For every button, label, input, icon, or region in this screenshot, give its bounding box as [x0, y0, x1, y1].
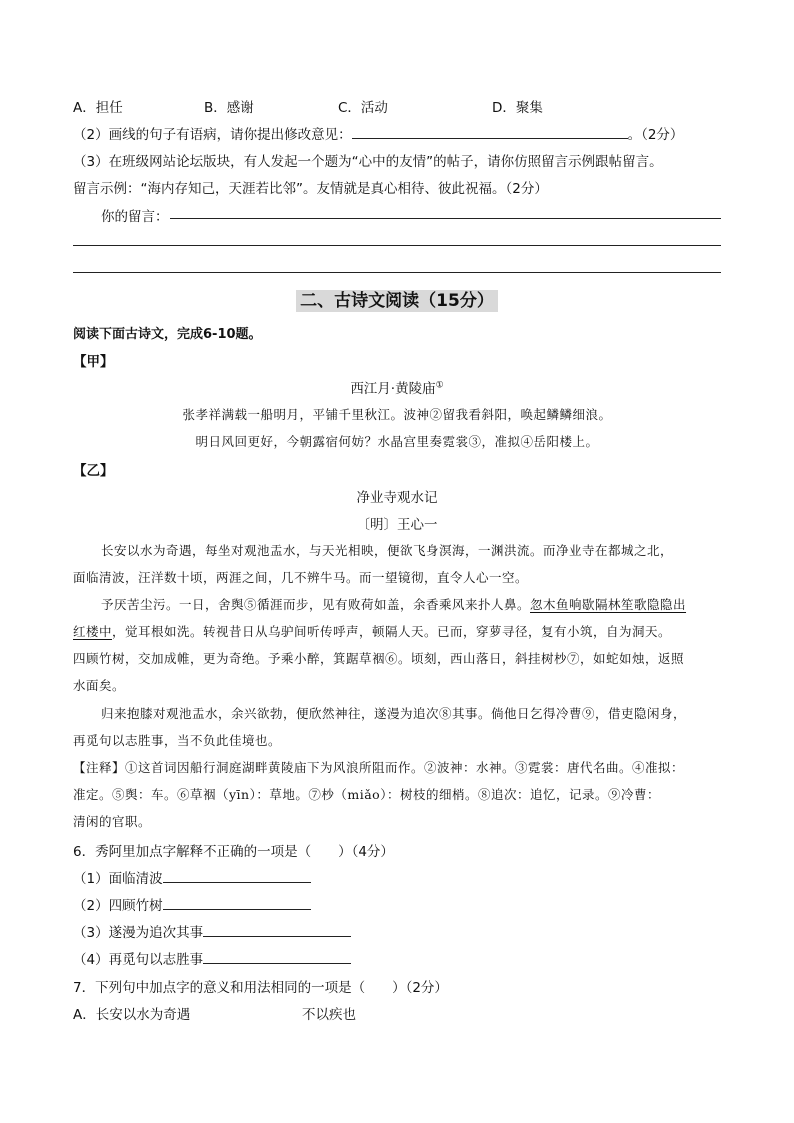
para2-line2-text: ，觉耳根如洗。转视昔日从乌驴间听传呼声，顿隔人天。已而，穿萝寻径，复有小筑，自为洞天。 [112, 624, 672, 639]
para1-line2: 面临清波，汪洋数十顷，两涯之间，几不辨牛马。而一望镜彻，直令人心一空。 [73, 570, 529, 585]
para3-line1: 归来抱膝对观池盂水，余兴欲勃，便欣然神往，遂漫为追次⑧其事。倘他日乞得冷曹⑨，借吏隐闲身， [101, 706, 687, 721]
answer-line-3[interactable] [73, 272, 721, 273]
question-6: 6．秀阿里加点字解释不正确的一项是（ ）（4分） [73, 844, 394, 860]
q6-item-1 [73, 867, 311, 887]
jia-label: 【甲】 [73, 354, 114, 370]
para1-line1: 长安以水为奇遇，每坐对观池盂水，与天光相映，便欲飞身溟海，一渊洪流。而净业寺在都城之北， [101, 543, 674, 558]
question-5-2-prefix: （2）画线的句子有语病，请你提出修改意见： [73, 127, 352, 143]
poem-note-mark: ① [435, 380, 444, 391]
q6-blank-3[interactable] [203, 924, 351, 937]
q6-item-2 [73, 894, 311, 914]
poem-line-1: 张孝祥满载一船明月，平铺千里秋江。波神②留我看斜阳，唤起鳞鳞细浪。 [182, 407, 612, 422]
answer-blank[interactable] [352, 126, 628, 139]
para2-line3: 四顾竹树，交加成帷，更为奇绝。予乘小醉，箕踞草裀⑥。顷刻，西山落日，斜挂树杪⑦，如蛇如烛，返照 [73, 651, 685, 666]
q6-item-1-text: （1）面临清波 [73, 871, 163, 887]
q7-option-a-right: 不以疾也 [302, 1007, 356, 1023]
q7-option-a-left: A．长安以水为奇遇 [73, 1007, 191, 1023]
notes-line1: 【注释】①这首词因船行洞庭湖畔黄陵庙下为风浪所阻而作。②波神：水神。③霓裳：唐代名曲。④准拟： [73, 760, 685, 775]
q6-item-4 [73, 948, 351, 968]
answer-line-2[interactable] [73, 245, 721, 246]
underlined-sentence-part2: 红楼中 [73, 624, 113, 639]
q6-item-3-text: （3）遂漫为追次其事 [73, 925, 204, 941]
notes-line3: 清闲的官职。 [73, 814, 152, 829]
q6-item-4-text: （4）再觅句以志胜事 [73, 952, 204, 968]
para2-line1-text: 予厌苦尘污。一日，舍舆⑤循涯而步，见有败荷如盖，余香乘风来扑人鼻。 [101, 597, 531, 612]
q6-blank-1[interactable] [163, 870, 311, 883]
your-message-label: 你的留言： [101, 209, 169, 225]
question-5-3: （3）在班级网站论坛版块，有人发起一个题为“心中的友情”的帖子，请你仿照留言示例跟帖留言。 [73, 154, 663, 170]
para2-line2 [73, 622, 671, 640]
section-title: 二、古诗文阅读（15分） [296, 290, 498, 312]
yi-label: 【乙】 [73, 463, 114, 479]
option-b: B．感谢 [204, 100, 254, 116]
question-7: 7．下列句中加点字的意义和用法相同的一项是（ ）（2分） [73, 980, 448, 996]
para2-line1 [101, 595, 686, 613]
question-5-2 [73, 123, 683, 143]
poem-title-text: 西江月·黄陵庙 [350, 381, 436, 397]
example-message: 留言示例：“海内存知己，天涯若比邻”。友情就是真心相待、彼此祝福。（2分） [73, 181, 548, 197]
section-heading [0, 286, 794, 311]
option-c: C．活动 [338, 100, 388, 116]
para2-line4: 水面矣。 [73, 678, 126, 693]
q6-item-2-text: （2）四顾竹树 [73, 898, 163, 914]
underlined-sentence-part1: 忽木鱼响歇隔林笙歌隐隐出 [530, 597, 687, 612]
answer-line-1[interactable] [170, 218, 721, 219]
q6-blank-2[interactable] [163, 897, 311, 910]
prose-author: 〔明〕王心一 [356, 517, 438, 533]
question-5-2-suffix: 。（2分） [627, 127, 684, 143]
option-a: A．担任 [73, 100, 123, 116]
para3-line2: 再觅句以志胜事，当不负此佳境也。 [73, 733, 282, 748]
q6-item-3 [73, 921, 351, 941]
option-d: D．聚集 [492, 100, 543, 116]
poem-title [0, 377, 794, 397]
prose-title: 净业寺观水记 [356, 490, 438, 506]
instruction: 阅读下面古诗文，完成6-10题。 [73, 327, 262, 342]
poem-line-2: 明日风回更好，今朝露宿何妨？水晶宫里奏霓裳③，准拟④岳阳楼上。 [195, 434, 599, 449]
q6-blank-4[interactable] [203, 951, 351, 964]
notes-line2: 准定。⑤舆：车。⑥草裀（yīn）：草地。⑦杪（miǎo）：树枝的细梢。⑧追次：追忆，记录。⑨冷曹： [73, 787, 660, 802]
